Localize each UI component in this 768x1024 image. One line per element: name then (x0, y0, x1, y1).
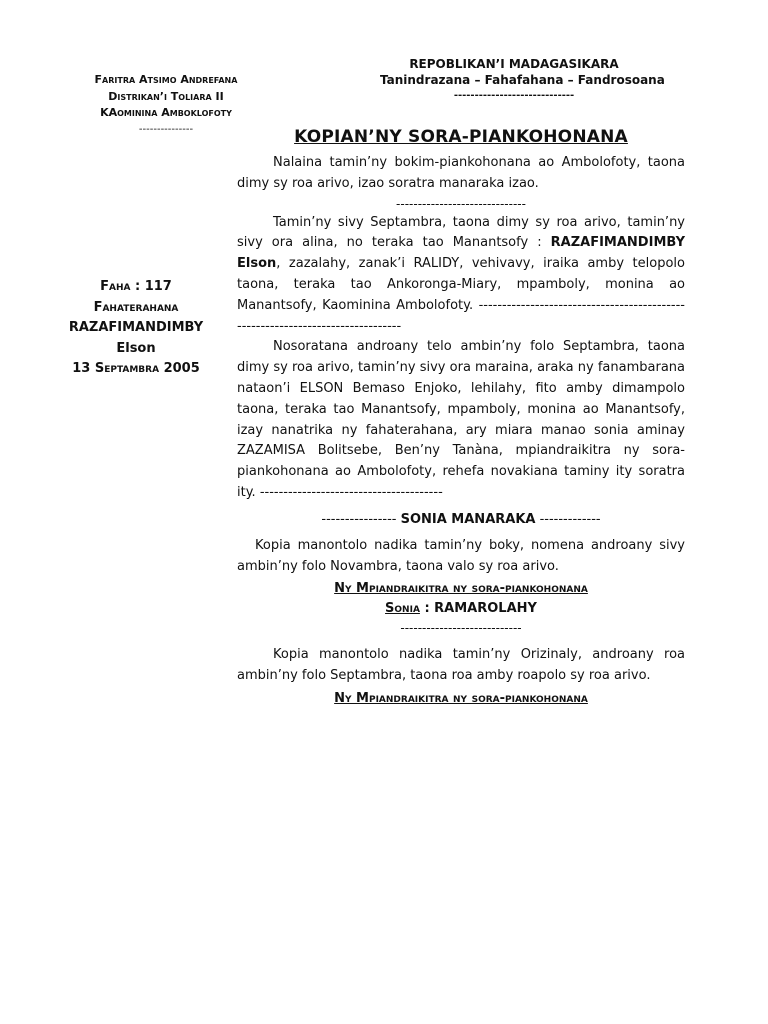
registrar-signature-1: Ny Mpiandraikitra ny sora-piankohonana (334, 581, 588, 597)
record-surname: RAZAFIMANDIMBY (68, 320, 204, 335)
child-name: RAZAFIMANDIMBY Elson (237, 235, 685, 272)
signatory-name: : RAMAROLAHY (419, 601, 537, 617)
district-line: Distrikan’i Toliara II (108, 89, 224, 103)
signature-divider: ---------------------------- (400, 621, 522, 636)
republic-name: REPOBLIKAN’I MADAGASIKARA (409, 57, 619, 71)
commune-line: KAominina Amboklofoty (100, 106, 232, 119)
document-title: KOPIAN’NY SORA-PIANKOHONANA (294, 127, 628, 147)
signature-line (237, 599, 685, 619)
administrative-header (80, 72, 252, 138)
record-firstname: Elson (116, 340, 156, 356)
original-copy-paragraph: Kopia manontolo nadika tamin’ny Orizinaly, androany roa ambin’ny folo Septambra, taona roa amby roapolo sy roa arivo. (237, 647, 685, 684)
intro-divider: ------------------------------ (396, 196, 526, 211)
copy-paragraph: Kopia manontolo nadika tamin’ny boky, nomena androany sivy ambin’ny folo Novambra, taona valo sy roa arivo. (237, 537, 685, 574)
record-summary (62, 277, 210, 380)
declaration-paragraph: Nosoratana androany telo ambin’ny folo Septambra, taona dimy sy roa arivo, tamin’ny sivy ora maraina, araka ny fanambarana nataon’i ELSON Bemaso Enjoko, lehilahy, fito amby dimampolo taona, teraka tao Manantsofy, mpamboly, monina ao Manantsofy, izay nanatrika ny fahaterahana, ary miara manao sonia aminay ZAZAMISA Bolitsebe, Ben’ny Tanàna, mpiandraikitra ny sora-piankohonana ao Ambolofoty, rehefa novakiana taminy ity soratra ity. --------------------------------------- (237, 339, 685, 500)
intro-paragraph: Nalaina tamin’ny bokim-piankohonana ao Ambolofoty, taona dimy sy roa arivo, izao soratra manaraka izao. (237, 155, 685, 191)
birth-text-end: , zazalahy, zanak’i RALIDY, vehivavy, iraika amby telopolo taona, teraka tao Ankoronga-Miary, mpamboly, monina ao Manantsofy, Kaominina Ambolofoty. ------------------------------------------------------------------------------- (237, 256, 685, 334)
birth-text-start: Tamin’ny sivy Septambra, taona dimy sy roa arivo, tamin’ny sivy ora alina, no teraka tao Manantsofy : (237, 214, 685, 251)
record-type: Fahaterahana (93, 299, 179, 315)
republic-header (380, 57, 665, 104)
national-motto: Tanindrazana – Fahafahana – Fandrosoana (380, 72, 665, 87)
birth-paragraph (237, 213, 685, 338)
document-body (237, 153, 685, 709)
signatures-title: SONIA MANARAKA (400, 511, 536, 527)
registrar-signature-2: Ny Mpiandraikitra ny sora-piankohonana (334, 690, 588, 706)
signatures-dash-left: ---------------- (321, 511, 401, 527)
signatures-dash-right: ------------- (535, 511, 601, 527)
header-divider: --------------- (138, 123, 194, 135)
region-line: Faritra Atsimo Andrefana (94, 73, 238, 86)
record-number: Faha : 117 (100, 279, 172, 294)
record-date: 13 Septambra 2005 (72, 361, 200, 376)
signatures-heading (237, 510, 685, 530)
signature-label: Sonia (385, 601, 420, 617)
republic-divider: ----------------------------- (453, 90, 575, 101)
